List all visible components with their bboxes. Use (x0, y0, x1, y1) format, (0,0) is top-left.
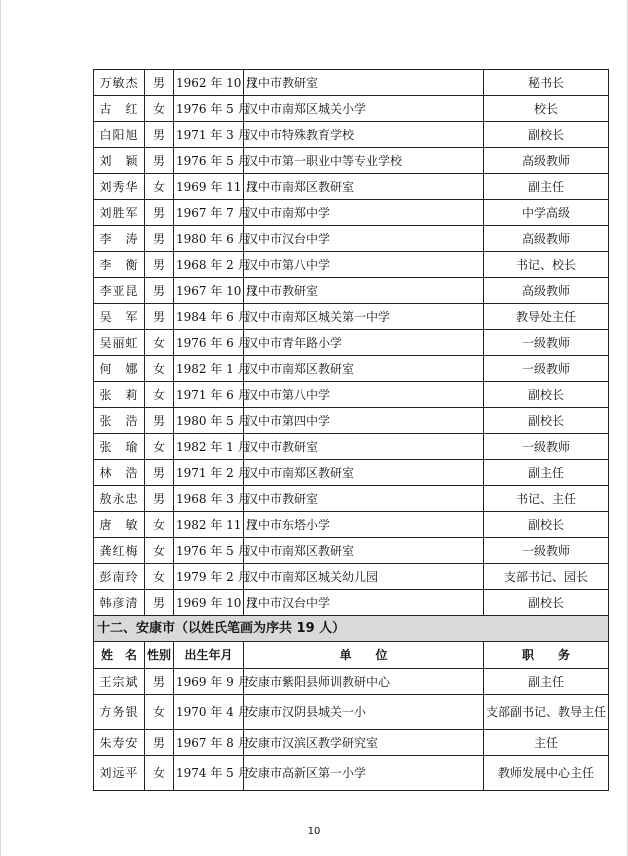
cell-birth: 1976 年 5 月 (174, 96, 244, 122)
cell-unit: 安康市汉滨区教学研究室 (244, 730, 484, 756)
section-title: 十二、安康市（以姓氏笔画为序共 19 人） (94, 616, 609, 642)
cell-post: 一级教师 (484, 434, 609, 460)
cell-sex: 女 (145, 356, 174, 382)
cell-sex: 男 (145, 730, 174, 756)
table-row (94, 330, 609, 356)
cell-birth: 1976 年 5 月 (174, 148, 244, 174)
cell-sex: 男 (145, 252, 174, 278)
table-row (94, 408, 609, 434)
cell-unit: 汉中市第八中学 (244, 382, 484, 408)
cell-post: 书记、校长 (484, 252, 609, 278)
cell-name: 李亚昆 (94, 278, 145, 304)
cell-post: 中学高级 (484, 200, 609, 226)
cell-unit: 汉中市教研室 (244, 278, 484, 304)
table-row (94, 382, 609, 408)
cell-post: 高级教师 (484, 148, 609, 174)
cell-post: 一级教师 (484, 538, 609, 564)
cell-name: 古 红 (94, 96, 145, 122)
cell-sex: 男 (145, 122, 174, 148)
cell-name: 王宗斌 (94, 669, 145, 695)
cell-post: 高级教师 (484, 226, 609, 252)
cell-name: 李 涛 (94, 226, 145, 252)
cell-post: 副校长 (484, 382, 609, 408)
cell-post: 副校长 (484, 512, 609, 538)
cell-unit: 汉中市南郑区教研室 (244, 538, 484, 564)
cell-birth: 1976 年 6 月 (174, 330, 244, 356)
cell-post: 副校长 (484, 408, 609, 434)
cell-birth: 1967 年 10 月 (174, 278, 244, 304)
table-row (94, 356, 609, 382)
cell-birth: 1974 年 5 月 (174, 756, 244, 791)
cell-birth: 1980 年 6 月 (174, 226, 244, 252)
roster-table (93, 69, 609, 791)
cell-name: 林 浩 (94, 460, 145, 486)
table-row (94, 590, 609, 616)
cell-post: 教导处主任 (484, 304, 609, 330)
cell-sex: 男 (145, 486, 174, 512)
cell-name: 韩彦清 (94, 590, 145, 616)
table-row (94, 730, 609, 756)
cell-name: 吴丽虹 (94, 330, 145, 356)
cell-unit: 汉中市汉台中学 (244, 590, 484, 616)
cell-name: 张 瑜 (94, 434, 145, 460)
cell-post: 副校长 (484, 590, 609, 616)
header-unit: 单 位 (244, 642, 484, 669)
cell-unit: 安康市高新区第一小学 (244, 756, 484, 791)
cell-post: 副主任 (484, 460, 609, 486)
cell-sex: 女 (145, 434, 174, 460)
cell-name: 方务银 (94, 695, 145, 730)
header-sex: 性别 (145, 642, 174, 669)
cell-birth: 1971 年 6 月 (174, 382, 244, 408)
cell-birth: 1982 年 11 月 (174, 512, 244, 538)
table-row (94, 564, 609, 590)
column-header-row (94, 642, 609, 669)
cell-post: 高级教师 (484, 278, 609, 304)
header-name: 姓 名 (94, 642, 145, 669)
cell-birth: 1969 年 10 月 (174, 590, 244, 616)
cell-unit: 汉中市教研室 (244, 434, 484, 460)
cell-unit: 安康市汉阴县城关一小 (244, 695, 484, 730)
page-number: 10 (307, 826, 321, 837)
cell-birth: 1969 年 11 月 (174, 174, 244, 200)
cell-post: 副主任 (484, 669, 609, 695)
cell-unit: 汉中市教研室 (244, 70, 484, 96)
cell-sex: 女 (145, 96, 174, 122)
cell-birth: 1980 年 5 月 (174, 408, 244, 434)
cell-sex: 男 (145, 408, 174, 434)
cell-birth: 1968 年 3 月 (174, 486, 244, 512)
cell-birth: 1982 年 1 月 (174, 434, 244, 460)
cell-name: 张 莉 (94, 382, 145, 408)
cell-post: 一级教师 (484, 356, 609, 382)
cell-unit: 汉中市东塔小学 (244, 512, 484, 538)
cell-post: 一级教师 (484, 330, 609, 356)
cell-name: 刘远平 (94, 756, 145, 791)
cell-birth: 1979 年 2 月 (174, 564, 244, 590)
cell-post: 校长 (484, 96, 609, 122)
table-row (94, 226, 609, 252)
cell-name: 敖永忠 (94, 486, 145, 512)
cell-sex: 男 (145, 226, 174, 252)
cell-sex: 女 (145, 695, 174, 730)
cell-birth: 1976 年 5 月 (174, 538, 244, 564)
table-row (94, 122, 609, 148)
cell-post: 主任 (484, 730, 609, 756)
cell-unit: 汉中市特殊教育学校 (244, 122, 484, 148)
cell-name: 刘 颖 (94, 148, 145, 174)
table-row (94, 148, 609, 174)
cell-birth: 1971 年 2 月 (174, 460, 244, 486)
cell-post: 教师发展中心主任 (484, 756, 609, 791)
cell-name: 唐 敏 (94, 512, 145, 538)
hanzhong-rows (94, 70, 609, 616)
cell-unit: 汉中市南郑区城关第一中学 (244, 304, 484, 330)
cell-post: 副主任 (484, 174, 609, 200)
cell-sex: 女 (145, 174, 174, 200)
cell-post: 支部书记、园长 (484, 564, 609, 590)
cell-name: 龚红梅 (94, 538, 145, 564)
table-row (94, 486, 609, 512)
cell-sex: 男 (145, 70, 174, 96)
cell-unit: 汉中市第四中学 (244, 408, 484, 434)
cell-unit: 汉中市南郑区教研室 (244, 356, 484, 382)
cell-name: 彭南玲 (94, 564, 145, 590)
cell-unit: 汉中市第八中学 (244, 252, 484, 278)
ankang-rows (94, 669, 609, 791)
cell-unit: 汉中市南郑区城关小学 (244, 96, 484, 122)
cell-unit: 汉中市青年路小学 (244, 330, 484, 356)
cell-name: 刘胜军 (94, 200, 145, 226)
cell-name: 万敏杰 (94, 70, 145, 96)
cell-unit: 汉中市第一职业中等专业学校 (244, 148, 484, 174)
table-row (94, 460, 609, 486)
cell-name: 朱寿安 (94, 730, 145, 756)
cell-sex: 女 (145, 756, 174, 791)
table-row (94, 174, 609, 200)
table-row (94, 70, 609, 96)
table-row (94, 695, 609, 730)
table-row (94, 304, 609, 330)
cell-post: 书记、主任 (484, 486, 609, 512)
cell-sex: 男 (145, 148, 174, 174)
table-row (94, 252, 609, 278)
cell-sex: 女 (145, 538, 174, 564)
cell-sex: 女 (145, 564, 174, 590)
page-edge-left (0, 0, 1, 856)
cell-birth: 1982 年 1 月 (174, 356, 244, 382)
cell-unit: 汉中市教研室 (244, 486, 484, 512)
cell-post: 秘书长 (484, 70, 609, 96)
cell-name: 张 浩 (94, 408, 145, 434)
cell-unit: 汉中市南郑区城关幼儿园 (244, 564, 484, 590)
cell-sex: 女 (145, 330, 174, 356)
table-row (94, 538, 609, 564)
cell-sex: 男 (145, 278, 174, 304)
cell-unit: 安康市紫阳县师训教研中心 (244, 669, 484, 695)
cell-unit: 汉中市南郑中学 (244, 200, 484, 226)
cell-unit: 汉中市南郑区教研室 (244, 460, 484, 486)
cell-birth: 1962 年 10 月 (174, 70, 244, 96)
cell-sex: 女 (145, 382, 174, 408)
table-row (94, 96, 609, 122)
cell-name: 刘秀华 (94, 174, 145, 200)
cell-birth: 1967 年 8 月 (174, 730, 244, 756)
header-birth: 出生年月 (174, 642, 244, 669)
cell-name: 白阳旭 (94, 122, 145, 148)
cell-sex: 男 (145, 460, 174, 486)
cell-birth: 1967 年 7 月 (174, 200, 244, 226)
cell-name: 吴 军 (94, 304, 145, 330)
cell-sex: 男 (145, 590, 174, 616)
table-row (94, 512, 609, 538)
cell-unit: 汉中市汉台中学 (244, 226, 484, 252)
table-row (94, 200, 609, 226)
table-row (94, 756, 609, 791)
cell-name: 何 娜 (94, 356, 145, 382)
cell-birth: 1984 年 6 月 (174, 304, 244, 330)
cell-birth: 1971 年 3 月 (174, 122, 244, 148)
cell-sex: 男 (145, 304, 174, 330)
cell-unit: 汉中市南郑区教研室 (244, 174, 484, 200)
cell-sex: 男 (145, 200, 174, 226)
cell-name: 李 衡 (94, 252, 145, 278)
cell-post: 副校长 (484, 122, 609, 148)
cell-birth: 1970 年 4 月 (174, 695, 244, 730)
cell-post: 支部副书记、教导主任 (484, 695, 609, 730)
ankang-section (94, 616, 609, 669)
cell-sex: 男 (145, 669, 174, 695)
header-post: 职 务 (484, 642, 609, 669)
cell-birth: 1969 年 9 月 (174, 669, 244, 695)
cell-sex: 女 (145, 512, 174, 538)
table-row (94, 669, 609, 695)
cell-birth: 1968 年 2 月 (174, 252, 244, 278)
section-title-row (94, 616, 609, 642)
table-row (94, 434, 609, 460)
table-row (94, 278, 609, 304)
